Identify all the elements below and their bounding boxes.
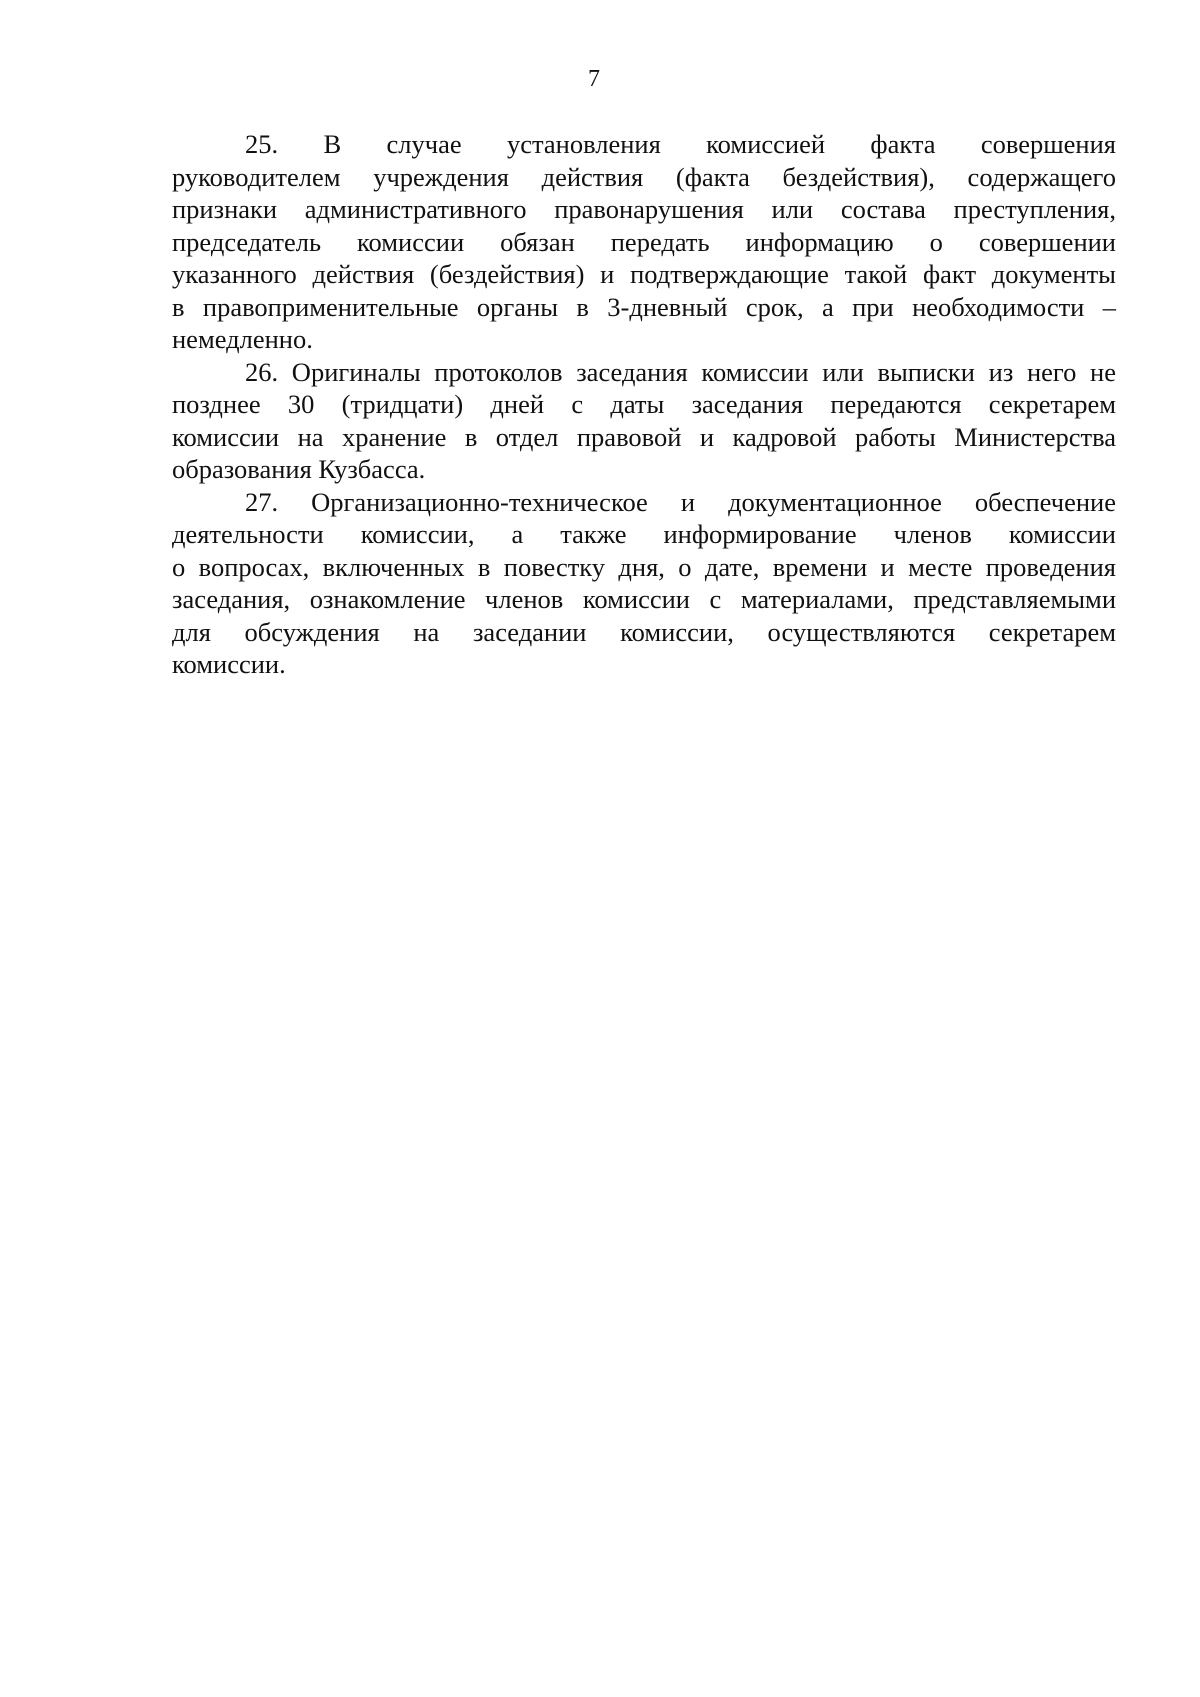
paragraph-26 [172, 356, 1116, 486]
paragraph-line: о вопросах, включенных в повестку дня, о дате, времени и месте проведения [172, 551, 1116, 582]
paragraph-line: руководителем учреждения действия (факта бездействия), содержащего [172, 161, 1116, 192]
paragraph-line: в правоприменительные органы в 3-дневный срок, а при необходимости – [172, 291, 1116, 322]
paragraph-line: указанного действия (бездействия) и подтверждающие такой факт документы [172, 259, 1116, 289]
page-number: 7 [588, 66, 600, 92]
paragraph-line: для обсуждения на заседании комиссии, осуществляются секретарем [172, 616, 1116, 647]
paragraph-line: 26. Оригиналы протоколов заседания комиссии или выписки из него не [245, 356, 1116, 387]
paragraph-line: немедленно. [172, 324, 313, 354]
paragraph-line: 27. Организационно-техническое и документационное обеспечение [245, 486, 1116, 517]
paragraph-line: председатель комиссии обязан передать информацию о совершении [172, 226, 1116, 257]
paragraph-27 [172, 486, 1116, 681]
paragraph-25 [172, 128, 1116, 356]
paragraph-line: признаки административного правонарушения или состава преступления, [172, 194, 1116, 224]
document-body [172, 128, 1116, 681]
paragraph-line: комиссии на хранение в отдел правовой и кадровой работы Министерства [172, 421, 1116, 452]
paragraph-line: заседания, ознакомление членов комиссии с материалами, представляемыми [172, 584, 1116, 614]
paragraph-line: деятельности комиссии, а также информирование членов комиссии [172, 519, 1116, 549]
paragraph-line: позднее 30 (тридцати) дней с даты заседания передаются секретарем [172, 389, 1116, 419]
paragraph-line: образования Кузбасса. [172, 454, 426, 484]
paragraph-line: 25. В случае установления комиссией факта совершения [245, 129, 1116, 159]
paragraph-line: комиссии. [172, 649, 286, 679]
